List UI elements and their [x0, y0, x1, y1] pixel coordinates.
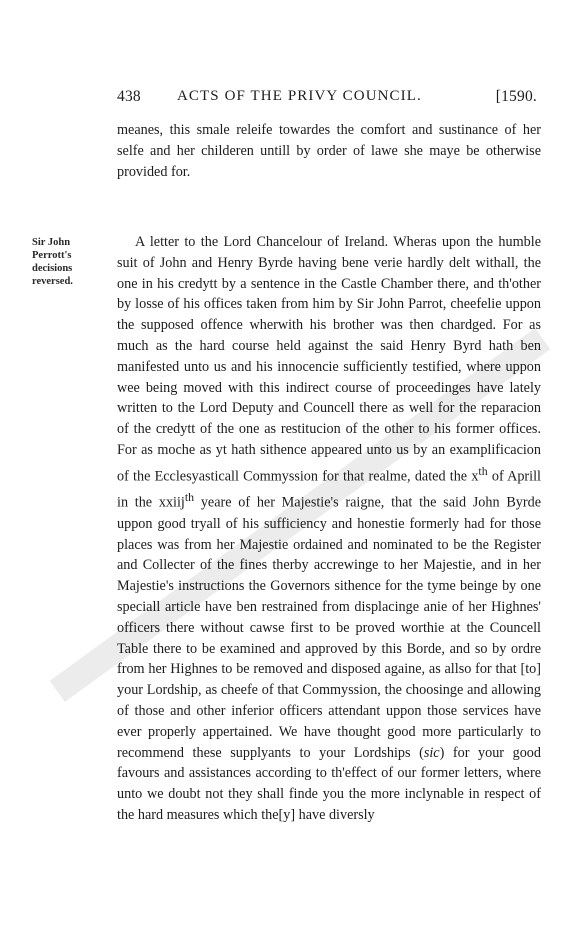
ordinal-suffix: th	[478, 463, 488, 478]
sic-note: sic	[423, 744, 440, 761]
running-header	[117, 88, 537, 110]
paragraph-text: ) for your good favours and assistances according to th'effect of our former letters, where unto we doubt not they shall finde you the more inclynable in respect of the hard measures which the[y] have diversly	[117, 744, 541, 823]
ordinal-suffix: th	[184, 490, 195, 505]
running-title: ACTS OF THE PRIVY COUNCIL.	[177, 88, 422, 104]
page-number: 438	[117, 88, 141, 105]
paragraph-text: of Aprill in the xxiij	[117, 468, 541, 512]
paragraph-text: A letter to the Lord Chancelour of Ireland. Wheras upon the humble suit of John and Henry Byrde having bene verie hardly delt withall, the one in his credytt by a sentence in the Castle Chamber there, and th'other by losse of his offices taken from him by Sir John Parrot, cheefelie uppon the supposed offence wherwith his brother was then chardged. For as much as the hard course held against the said Henry Byrd hath ben manifested unto us and his innocencie sufficiently testified, where uppon wee being moved with this indirect course of proceedinges have lately written to the Lord Deputy and Councell there as well for the reparacion of the credytt of the one as restitucion of the other to his former offices. For as moche as yt hath sithence appeared unto us by an examplificacion of the Ecclesyasticall Commyssion for that realme, dated the x	[117, 234, 541, 485]
paragraph-continued: meanes, this smale releife towardes the comfort and sustinance of her selfe and her childeren untill by order of lawe she maye be otherwise provided for.	[117, 122, 541, 180]
paragraph-text: yeare of her Majestie's raigne, that the said John Byrde uppon good tryall of his sufficiency and honestie formerly had for those places was from her Majestie ordained and nominated to be the Register and Collecter of the fines therby accrewinge to her Majestie, and in her Majestie's instructions the Governors sithence for the tyme beinge by one speciall article have ben restrained from displacinge anie of her Highnes' officers there without cawse first to be proved worthie at the Councell Table there to be examined and approved by this Borde, and so by ordre from her Highnes to be removed and disposed againe, as allso for that [to] your Lordship, as cheefe of that Commyssion, the choosinge and allowing of those and other inferior officers attendant uppon those services have ever properly appertained. We have thought good more particularly to recommend these supplyants to your Lordships (	[117, 495, 541, 761]
paragraph-letter	[117, 232, 541, 826]
margin-note: Sir John Perrott's decisions reversed.	[32, 237, 73, 287]
header-year: [1590.	[495, 88, 537, 105]
